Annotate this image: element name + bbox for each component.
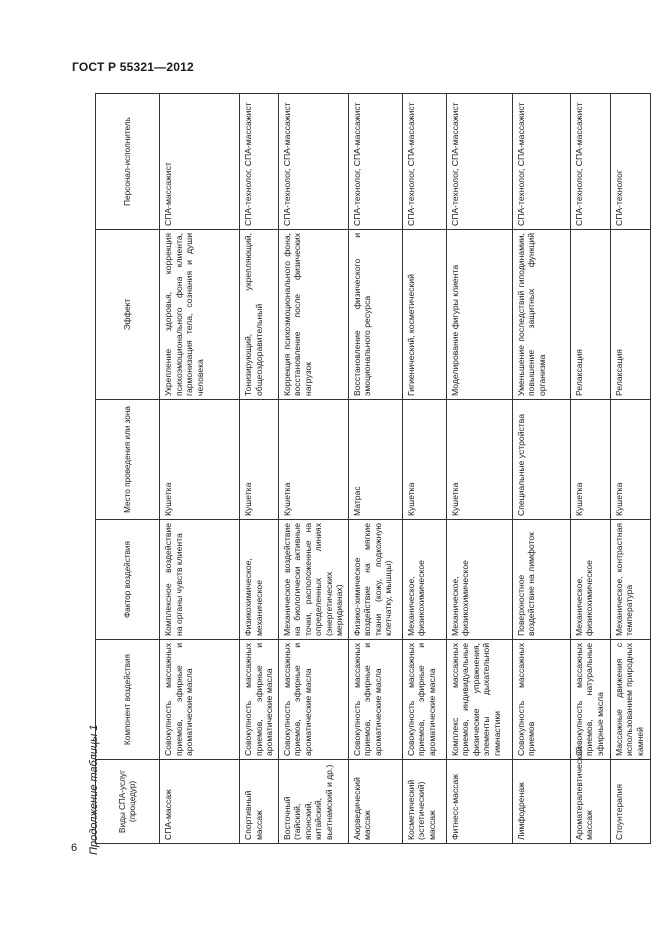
column-header: Компонент воздействия: [96, 640, 160, 760]
table-cell: Уменьшение последствий гиподинамии, повышение защитных функций организма: [512, 230, 570, 400]
table-row: [446, 94, 512, 844]
table-cell: Механическое воздействие на биологически активные точки, расположенные на определенных линиях (энергетических меридианах): [278, 520, 348, 640]
table-cell: Лимфодренаж: [512, 760, 570, 844]
table-row: [402, 94, 446, 844]
table-cell: Релаксация: [570, 230, 610, 400]
table-cell: СПА-массаж: [160, 760, 240, 844]
document-header: ГОСТ Р 55321—2012: [72, 60, 194, 74]
table-header-row: [96, 94, 160, 844]
table-cell: Аюрведический массаж: [348, 760, 402, 844]
table-cell: Совокупность массажных приемов, эфирные и ароматические масла: [160, 640, 240, 760]
table-cell: Тонизирующий, укрепляющий, общеоздоравительный: [240, 230, 279, 400]
table-cell: Фитнесс-массаж: [446, 760, 512, 844]
table-cell: СПА-технолог: [610, 94, 650, 230]
table-cell: СПА-технолог, СПА-массажист: [348, 94, 402, 230]
table-cell: Совокупность массажных приемов, эфирные и ароматические масла: [278, 640, 348, 760]
table-cell: Кушетка: [610, 400, 650, 520]
column-header: Фактор воздействия: [96, 520, 160, 640]
table-cell: Механическое, физикохимическое: [402, 520, 446, 640]
table-cell: Кушетка: [446, 400, 512, 520]
table-cell: Кушетка: [240, 400, 279, 520]
table-cell: Механическое, физикохимическое: [570, 520, 610, 640]
table-cell: Совокупность массажных приемов, эфирные и ароматические масла: [348, 640, 402, 760]
table-cell: Физикохимическое, механическое: [240, 520, 279, 640]
table-cell: Укрепление здоровья, коррекция психоэмоционального фона клиента, гармонизация тела, сознания и души человека: [160, 230, 240, 400]
table-row: [570, 94, 610, 844]
table-cell: Специальные устройства: [512, 400, 570, 520]
table-cell: СПА-технолог, СПА-массажист: [240, 94, 279, 230]
table-cell: Стоунтерапия: [610, 760, 650, 844]
page-number: 6: [71, 842, 78, 854]
column-header: Персонал-исполнитель: [96, 94, 160, 230]
table-cell: Механическое, физикохимическое: [446, 520, 512, 640]
table-cell: Поверхностное воздействие на лимфоток: [512, 520, 570, 640]
table-cell: Восстановление физического и эмоционального ресурса: [348, 230, 402, 400]
table-cell: Матрас: [348, 400, 402, 520]
table-cell: Кушетка: [160, 400, 240, 520]
rotated-table-wrapper: [95, 94, 645, 844]
spa-services-table: [95, 93, 651, 844]
table-row: [348, 94, 402, 844]
table-cell: Механическое, контрастная температура: [610, 520, 650, 640]
table-row: [610, 94, 650, 844]
table-row: [160, 94, 240, 844]
table-cell: СПА-технолог, СПА-массажист: [278, 94, 348, 230]
column-header: Место проведения или зона: [96, 400, 160, 520]
table-cell: СПА-технолог, СПА-массажист: [402, 94, 446, 230]
table-cell: Моделирование фигуры клиента: [446, 230, 512, 400]
column-header: Эффект: [96, 230, 160, 400]
table-cell: Совокупность массажных приемов, эфирные и ароматические масла: [402, 640, 446, 760]
table-cell: Коррекция психоэмоционального фона, восстановление после физических нагрузок: [278, 230, 348, 400]
table-cell: СПА-технолог, СПА-массажист: [570, 94, 610, 230]
table-cell: Восточный (тайский, японский, китайский, вьетнамский и др.): [278, 760, 348, 844]
table-cell: СПА-массажист: [160, 94, 240, 230]
table-cell: СПА-технолог, СПА-массажист: [446, 94, 512, 230]
table-cell: Кушетка: [278, 400, 348, 520]
column-header: Виды СПА-услуг (процедур): [96, 760, 160, 844]
table-cell: Кушетка: [402, 400, 446, 520]
table-cell: Косметический (эстетический) массаж: [402, 760, 446, 844]
table-cell: Ароматерапевтический массаж: [570, 760, 610, 844]
table-cell: Кушетка: [570, 400, 610, 520]
table-row: [512, 94, 570, 844]
table-cell: Совокупность массажных приемов, натуральные эфирные масла: [570, 640, 610, 760]
table-cell: Релаксация: [610, 230, 650, 400]
table-cell: СПА-технолог, СПА-массажист: [512, 94, 570, 230]
table-cell: Гигиенический, косметический: [402, 230, 446, 400]
table-cell: Совокупность массажных приемов: [512, 640, 570, 760]
table-row: [278, 94, 348, 844]
table-cell: Физико-химическое воздействие на мягкие ткани (кожу, подкожную клетчатку, мышцы): [348, 520, 402, 640]
table-cell: Комплексное воздействие на органы чувств клиента: [160, 520, 240, 640]
table-area: [95, 94, 645, 844]
table-row: [240, 94, 279, 844]
table-cell: Комплекс массажных приемов, индивидуальные физические упражнения, элементы дыхательной гимнастики: [446, 640, 512, 760]
table-cell: Массажные движения с использованием природных камней: [610, 640, 650, 760]
table-cell: Спортивный массаж: [240, 760, 279, 844]
table-cell: Совокупность массажных приемов, эфирные и ароматические масла: [240, 640, 279, 760]
table-caption: Продолжение таблицы 1: [88, 724, 100, 855]
